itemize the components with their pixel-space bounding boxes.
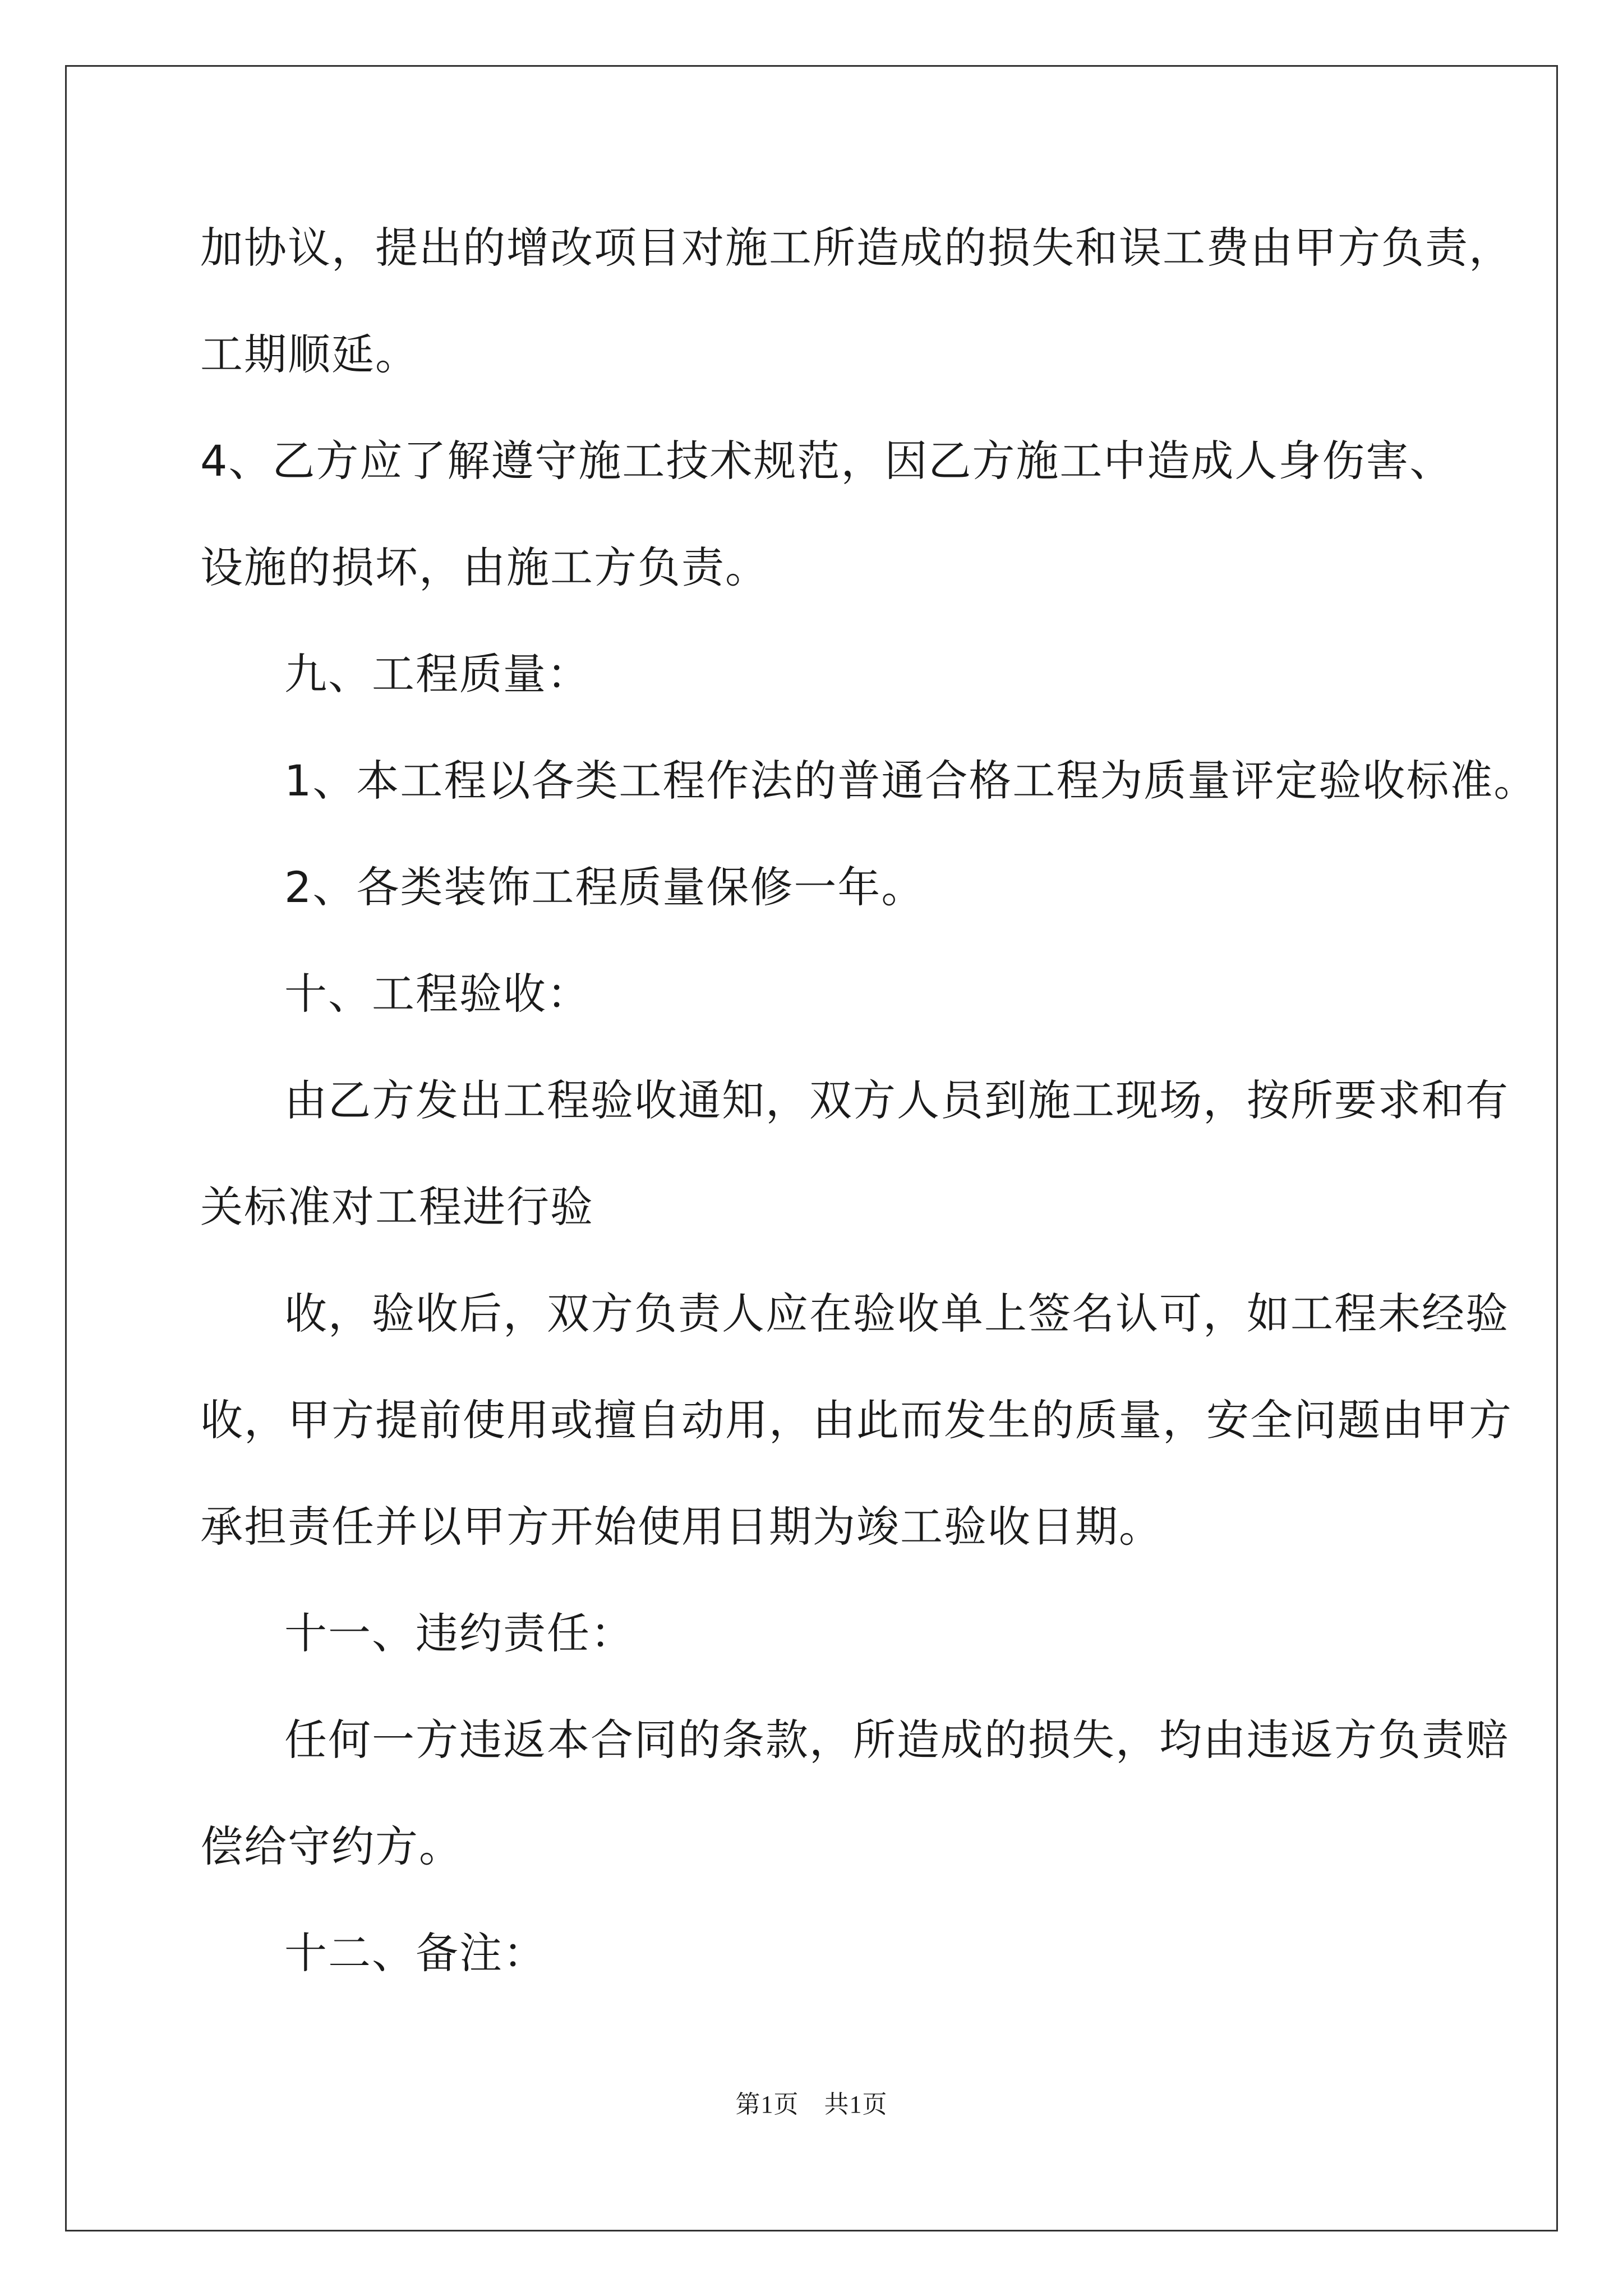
text-line: 收，甲方提前使用或擅自动用，由此而发生的质量，安全问题由甲方 <box>200 1395 1513 1445</box>
page-border <box>65 65 1558 2231</box>
section-heading: 十二、备注： <box>284 1928 547 1978</box>
section-heading: 九、工程质量： <box>284 649 591 699</box>
text-line: 由乙方发出工程验收通知，双方人员到施工现场，按所要求和有 <box>284 1075 1509 1125</box>
text-line: 工期顺延。 <box>200 329 419 379</box>
text-line: 加协议，提出的增改项目对施工所造成的损失和误工费由甲方负责， <box>200 223 1513 273</box>
text-line: 关标准对工程进行验 <box>200 1182 594 1232</box>
text-line: 收，验收后，双方负责人应在验收单上签名认可，如工程未经验 <box>284 1289 1509 1338</box>
text-line: 偿给守约方。 <box>200 1821 463 1871</box>
text-line: 4、乙方应了解遵守施工技术规范，因乙方施工中造成人身伤害、 <box>200 436 1454 486</box>
text-line: 承担责任并以甲方开始使用日期为竣工验收日期。 <box>200 1502 1163 1552</box>
page-number-footer: 第1页 共1页 <box>735 2091 888 2118</box>
text-line: 1、本工程以各类工程作法的普通合格工程为质量评定验收标准。 <box>284 756 1538 806</box>
text-line: 任何一方违返本合同的条款，所造成的损失，均由违返方负责赔 <box>284 1715 1509 1765</box>
section-heading: 十一、违约责任： <box>284 1608 634 1658</box>
text-line: 设施的损坏，由施工方负责。 <box>200 542 769 592</box>
text-line: 2、各类装饰工程质量保修一年。 <box>284 862 925 912</box>
section-heading: 十、工程验收： <box>284 969 591 1019</box>
